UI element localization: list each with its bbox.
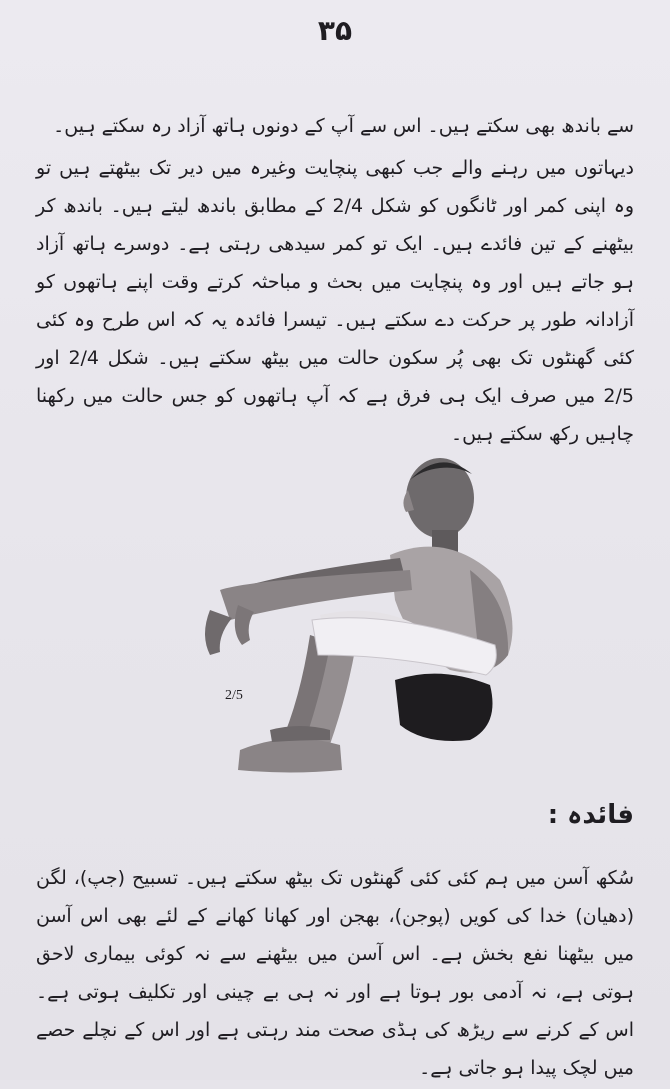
benefits-paragraph: سُکھ آسن میں ہم کئی کئی گھنٹوں تک بیٹھ سکتے ہیں۔ تسبیح (جپ)، لگن (دھیان) خدا کی کویں (پوجن)، بھجن اور کھانا کھانے کے لئے بھی اس آسن میں بیٹھنا نفع بخش ہے۔ اس آسن میں بیٹھنے سے نہ کوئی بیماری لاحق ہوتی ہے، نہ آدمی بور ہوتا ہے اور نہ ہی بے چینی اور تکلیف ہوتی ہے۔ اس کے کرنے سے ریڑھ کی ہڈی صحت مند رہتی ہے اور اس کے نچلے حصے میں لچک پیدا ہو جاتی ہے۔	[36, 867, 634, 1079]
figure-caption: 2/5	[225, 688, 243, 703]
section-heading: فائدہ :	[547, 800, 634, 830]
seated-pose-photo	[190, 440, 530, 785]
paragraph-1: سے باندھ بھی سکتے ہیں۔ اس سے آپ کے دونوں ہاتھ آزاد رہ سکتے ہیں۔	[53, 115, 634, 137]
page-number: ۳۵	[317, 14, 353, 47]
paragraph-2: دیہاتوں میں رہنے والے جب کبھی پنچایت وغیرہ میں دیر تک بیٹھتے ہیں تو وہ اپنی کمر اور ٹانگوں کو شکل 2/4 کے مطابق باندھ لیتے ہیں۔ باندھ کر بیٹھنے کے تین فائدے ہیں۔ ایک تو کمر سیدھی رہتی ہے۔ دوسرے ہاتھ آزاد ہو جاتے ہیں اور وہ پنچایت میں بحث و مباحثہ کرتے وقت اپنے ہاتھوں کو آزادانہ طور پر حرکت دے سکتے ہیں۔ تیسرا فائدہ یہ کہ اس طرح وہ کئی کئی گھنٹوں تک بھی پُر سکون حالت میں بیٹھ سکتے ہیں۔ شکل 2/4 اور 2/5 میں صرف ایک ہی فرق ہے کہ آپ ہاتھوں کو جس حالت میں رکھنا چاہیں رکھ سکتے ہیں۔	[36, 157, 635, 445]
